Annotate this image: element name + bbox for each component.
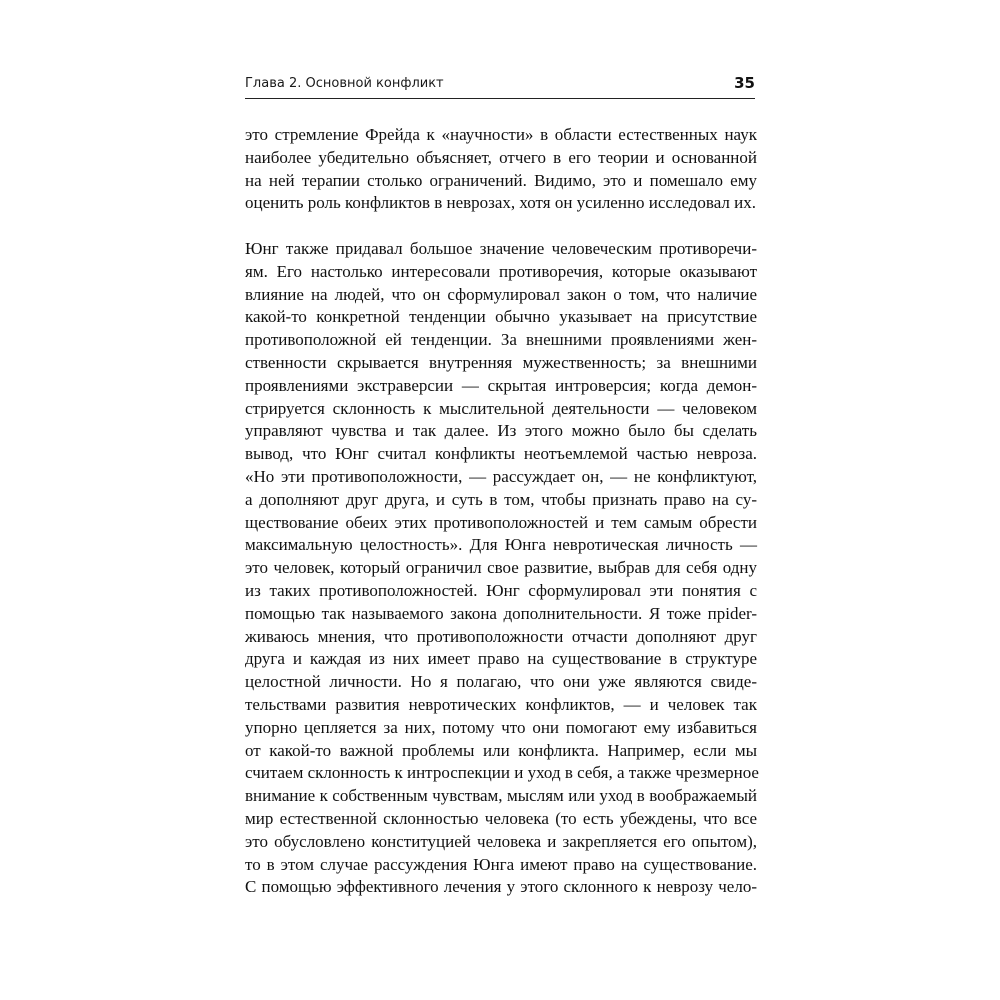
- text-line: на ней терапии столько ограничений. Видимо, это и помешало ему: [245, 170, 757, 190]
- text-line: считаем склонность к интроспекции и уход в себя, а также чрезмерное: [245, 763, 759, 783]
- body-text: [245, 124, 757, 899]
- text-line: внимание к собственным чувствам, мыслям или уход в воображаемый: [245, 786, 757, 806]
- paragraph-2: [245, 238, 757, 899]
- text-line: противоположной ей тенденции. За внешними проявлениями жен-: [245, 330, 757, 350]
- text-line: а дополняют друг друга, и суть в том, чтобы признать право на су-: [245, 489, 757, 509]
- text-line: целостной личности. Но я полагаю, что они уже являются свиде-: [245, 672, 757, 692]
- text-line: ственности скрывается внутренняя мужественность; за внешними: [245, 352, 757, 372]
- text-line: управляют чувства и так далее. Из этого можно было бы сделать: [245, 421, 757, 441]
- page-number: 35: [734, 74, 755, 92]
- text-line: оценить роль конфликтов в неврозах, хотя он усиленно исследовал их.: [245, 193, 757, 213]
- text-line: тельствами развития невротических конфликтов, — и человек так: [245, 694, 757, 714]
- running-head: [245, 74, 755, 99]
- text-line: это стремление Фрейда к «научности» в области естественных наук: [245, 125, 757, 144]
- paragraph-1: [245, 124, 757, 215]
- text-line: мир естественной склонностью человека (то есть убеждены, что все: [245, 808, 757, 828]
- text-line: «Но эти противоположности, — рассуждает он, — не конфликтуют,: [245, 466, 757, 486]
- text-line: помощью так называемого закона дополнительности. Я тоже прider-: [245, 603, 757, 623]
- text-line: ям. Его настолько интересовали противоречия, которые оказывают: [245, 261, 757, 281]
- text-line: вывод, что Юнг считал конфликты неотъемлемой частью невроза.: [245, 444, 757, 464]
- text-line: максимальную целостность». Для Юнга невротическая личность —: [245, 535, 757, 555]
- text-line: проявлениями экстраверсии — скрытая интроверсия; когда демон-: [245, 375, 757, 395]
- text-line: ществование обеих этих противоположностей и тем самым обрести: [245, 512, 757, 532]
- text-line: Юнг также придавал большое значение человеческим противоречи-: [245, 238, 757, 258]
- text-line: С помощью эффективного лечения у этого склонного к неврозу чело-: [245, 877, 757, 897]
- text-line: это человек, который ограничил свое развитие, выбрав для себя одну: [245, 558, 757, 578]
- text-line: какой-то конкретной тенденции обычно указывает на присутствие: [245, 307, 757, 327]
- text-line: то в этом случае рассуждения Юнга имеют право на существование.: [245, 854, 757, 874]
- text-line: стрируется склонность к мыслительной деятельности — человеком: [245, 398, 757, 418]
- text-line: влияние на людей, что он сформулировал закон о том, что наличие: [245, 284, 757, 304]
- text-line: наиболее убедительно объясняет, отчего в его теории и основанной: [245, 147, 757, 167]
- text-line: от какой-то важной проблемы или конфликта. Например, если мы: [245, 740, 757, 760]
- text-line: упорно цепляется за них, потому что они помогают ему избавиться: [245, 717, 757, 737]
- running-title: Глава 2. Основной конфликт: [245, 76, 444, 91]
- text-line: друга и каждая из них имеет право на существование в структуре: [245, 649, 757, 669]
- text-line: из таких противоположностей. Юнг сформулировал эти понятия с: [245, 580, 757, 600]
- text-line: это обусловлено конституцией человека и закрепляется его опытом),: [245, 831, 757, 851]
- text-line: живаюсь мнения, что противоположности отчасти дополняют друг: [245, 626, 757, 646]
